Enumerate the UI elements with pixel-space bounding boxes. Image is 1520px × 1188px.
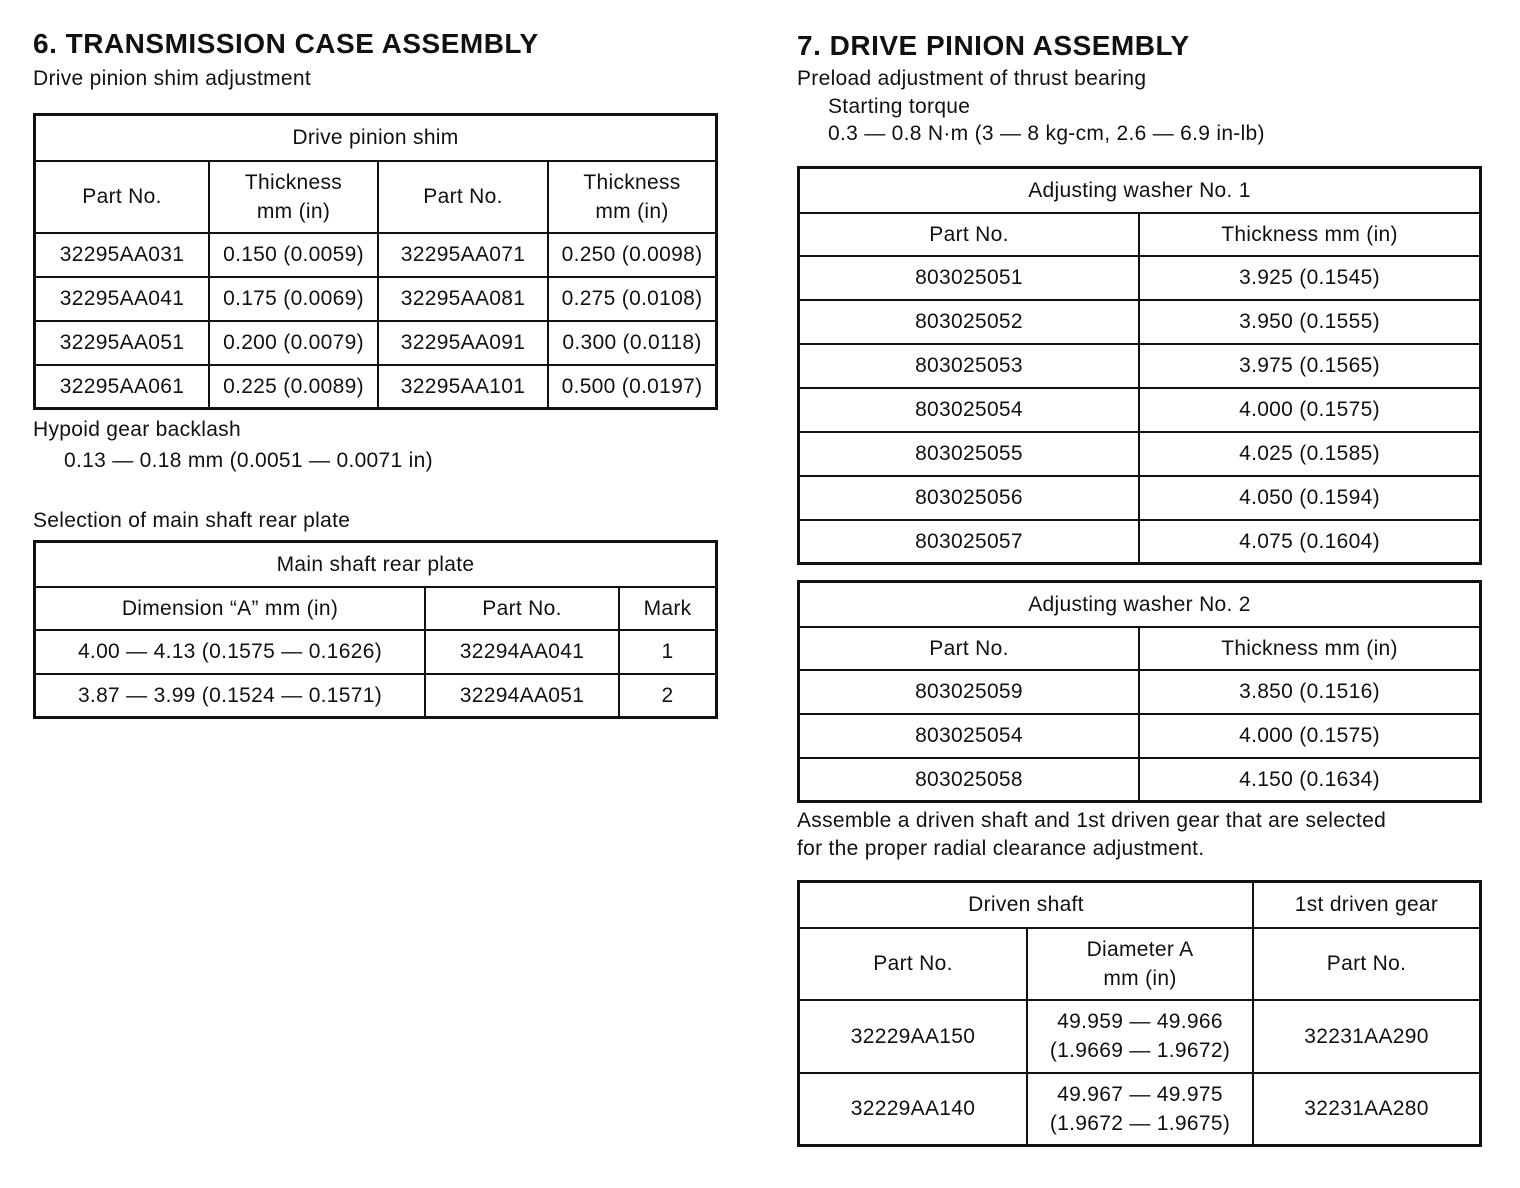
mark: 2: [619, 674, 717, 718]
diameter-in: (1.9669 — 1.9672): [1049, 1039, 1231, 1062]
diameter: [1027, 1073, 1253, 1146]
col-header: [1027, 928, 1253, 1000]
col-header: Part No.: [1253, 928, 1481, 1000]
table-title: Adjusting washer No. 2: [799, 582, 1481, 627]
thickness: 3.950 (0.1555): [1139, 300, 1481, 344]
part-no: 803025052: [799, 300, 1140, 344]
thickness: 0.175 (0.0069): [209, 277, 378, 321]
table-row: [799, 1073, 1481, 1146]
col-header: Dimension “A” mm (in): [35, 587, 426, 630]
mark: 1: [619, 630, 717, 674]
table-row: [799, 432, 1481, 476]
part-no: 803025055: [799, 432, 1140, 476]
part-no: 32295AA051: [35, 321, 210, 365]
main-shaft-rear-plate-table: [33, 540, 718, 719]
diameter: [1027, 1000, 1253, 1073]
rear-plate-caption: Selection of main shaft rear plate: [33, 509, 351, 532]
header-line: mm (in): [256, 199, 331, 223]
part-no: 32295AA081: [378, 277, 548, 321]
preload-label: Preload adjustment of thrust bearing: [797, 67, 1147, 90]
table-row: [35, 674, 717, 718]
table-row: [35, 321, 717, 365]
thickness: 0.250 (0.0098): [548, 233, 717, 277]
thickness: 4.150 (0.1634): [1139, 758, 1481, 802]
table-row: [799, 388, 1481, 432]
table-row: [799, 520, 1481, 564]
col-header: Part No.: [425, 587, 619, 630]
part-no: 32295AA091: [378, 321, 548, 365]
table-row: [799, 714, 1481, 758]
table-row: [35, 233, 717, 277]
adjusting-washer-1-table: [797, 166, 1482, 565]
thickness: 4.025 (0.1585): [1139, 432, 1481, 476]
col-header: Part No.: [799, 627, 1140, 670]
assemble-note-line-1: Assemble a driven shaft and 1st driven gear that are selected: [797, 809, 1387, 832]
col-header: Mark: [619, 587, 717, 630]
table-row: [35, 365, 717, 409]
thickness: 0.150 (0.0059): [209, 233, 378, 277]
group-header-driven-shaft: Driven shaft: [799, 882, 1254, 928]
table-title: Drive pinion shim: [35, 115, 717, 161]
part-no: 32295AA071: [378, 233, 548, 277]
table-row: [35, 630, 717, 674]
part-no: 32295AA061: [35, 365, 210, 409]
thickness: 4.000 (0.1575): [1139, 388, 1481, 432]
part-no: 803025054: [799, 388, 1140, 432]
part-no: 32295AA031: [35, 233, 210, 277]
shaft-part-no: 32229AA140: [799, 1073, 1028, 1146]
dimension: 4.00 — 4.13 (0.1575 — 0.1626): [35, 630, 426, 674]
part-no: 803025053: [799, 344, 1140, 388]
part-no: 32295AA041: [35, 277, 210, 321]
header-line: mm (in): [1103, 966, 1177, 990]
diameter-mm: 49.959 — 49.966: [1057, 1010, 1223, 1033]
col-header: Thickness mm (in): [1139, 627, 1481, 670]
assemble-note-line-2: for the proper radial clearance adjustment.: [797, 837, 1205, 860]
table-title: Adjusting washer No. 1: [799, 168, 1481, 213]
part-no: 803025056: [799, 476, 1140, 520]
header-line: mm (in): [595, 199, 669, 223]
part-no: 803025051: [799, 256, 1140, 300]
part-no: 803025058: [799, 758, 1140, 802]
col-header: [209, 161, 378, 233]
table-row: [799, 1000, 1481, 1073]
diameter-mm: 49.967 — 49.975: [1057, 1082, 1223, 1106]
part-no: 803025057: [799, 520, 1140, 564]
thickness: 3.925 (0.1545): [1139, 256, 1481, 300]
thickness: 0.275 (0.0108): [548, 277, 717, 321]
col-header: [548, 161, 717, 233]
header-line: Diameter A: [1086, 937, 1194, 961]
thickness: 0.300 (0.0118): [548, 321, 717, 365]
thickness: 4.075 (0.1604): [1139, 520, 1481, 564]
thickness: 3.850 (0.1516): [1139, 670, 1481, 714]
col-header: Part No.: [378, 161, 548, 233]
part-no: 32294AA051: [425, 674, 619, 718]
thickness: 0.225 (0.0089): [209, 365, 378, 409]
table-row: [799, 300, 1481, 344]
group-header-1st-driven-gear: 1st driven gear: [1253, 882, 1481, 928]
col-header: Part No.: [799, 928, 1028, 1000]
table-row: [799, 758, 1481, 802]
table-row: [35, 277, 717, 321]
part-no: 803025054: [799, 714, 1140, 758]
table-row: [799, 256, 1481, 300]
col-header: Thickness mm (in): [1139, 213, 1481, 256]
section-6-title: 6. TRANSMISSION CASE ASSEMBLY: [33, 28, 539, 59]
thickness: 4.050 (0.1594): [1139, 476, 1481, 520]
header-line: Thickness: [583, 170, 681, 194]
torque-label: Starting torque: [828, 95, 971, 118]
table-title: Main shaft rear plate: [35, 542, 717, 587]
gear-part-no: 32231AA280: [1253, 1073, 1481, 1146]
torque-value: 0.3 — 0.8 N·m (3 — 8 kg-cm, 2.6 — 6.9 in-lb): [828, 122, 1265, 145]
section-7-title: 7. DRIVE PINION ASSEMBLY: [797, 30, 1190, 61]
col-header: Part No.: [35, 161, 210, 233]
part-no: 32294AA041: [425, 630, 619, 674]
drive-pinion-shim-table: [33, 113, 718, 410]
table-row: [799, 476, 1481, 520]
table-row: [799, 670, 1481, 714]
gear-part-no: 32231AA290: [1253, 1000, 1481, 1073]
shim-caption: Drive pinion shim adjustment: [33, 67, 312, 90]
thickness: 0.200 (0.0079): [209, 321, 378, 365]
dimension: 3.87 — 3.99 (0.1524 — 0.1571): [35, 674, 426, 718]
col-header: Part No.: [799, 213, 1140, 256]
shaft-part-no: 32229AA150: [799, 1000, 1028, 1073]
thickness: 3.975 (0.1565): [1139, 344, 1481, 388]
thickness: 4.000 (0.1575): [1139, 714, 1481, 758]
part-no: 32295AA101: [378, 365, 548, 409]
adjusting-washer-2-table: [797, 580, 1482, 803]
driven-shaft-gear-table: [797, 880, 1482, 1147]
backlash-value: 0.13 — 0.18 mm (0.0051 — 0.0071 in): [64, 449, 433, 472]
header-line: Thickness: [244, 170, 343, 194]
backlash-label: Hypoid gear backlash: [33, 418, 241, 441]
table-row: [799, 344, 1481, 388]
part-no: 803025059: [799, 670, 1140, 714]
diameter-in: (1.9672 — 1.9675): [1049, 1111, 1231, 1135]
thickness: 0.500 (0.0197): [548, 365, 717, 409]
